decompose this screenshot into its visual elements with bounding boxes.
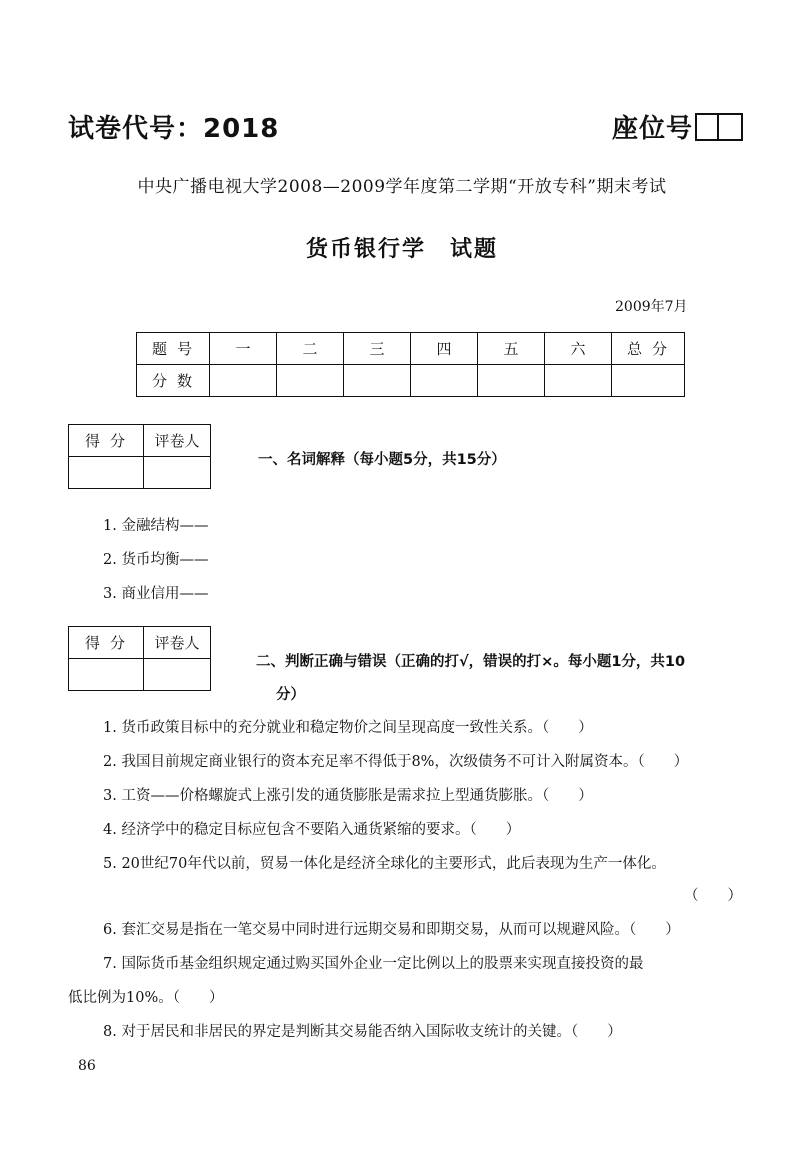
term-item: 1. 金融结构—— xyxy=(103,518,209,534)
exam-title: 中央广播电视大学2008—2009学年度第二学期“开放专科”期末考试 xyxy=(137,177,667,197)
score-label: 分数 xyxy=(137,365,210,397)
paper-code: 试卷代号：2018 xyxy=(68,114,280,144)
judgment-item: 2. 我国目前规定商业银行的资本充足率不得低于8%，次级债务不可计入附属资本。（ ） xyxy=(103,754,689,770)
score-cell[interactable] xyxy=(344,365,411,397)
judgment-item: 7. 国际货币基金组织规定通过购买国外企业一定比例以上的股票来实现直接投资的最 xyxy=(103,956,644,972)
seat-number xyxy=(612,108,743,145)
judgment-item: 6. 套汇交易是指在一笔交易中同时进行远期交易和即期交易，从而可以规避风险。（ ） xyxy=(103,922,680,938)
score-cell[interactable] xyxy=(478,365,545,397)
grader-box-section1 xyxy=(68,424,211,489)
grader-name-label: 评卷人 xyxy=(144,627,211,659)
grader-name-cell[interactable] xyxy=(144,659,211,691)
section1-title: 一、名词解释（每小题5分，共15分） xyxy=(258,452,506,468)
score-cell-total[interactable] xyxy=(612,365,685,397)
score-cell[interactable] xyxy=(210,365,277,397)
column-header: 四 xyxy=(411,333,478,365)
section2-title-line2: 分） xyxy=(276,687,305,703)
page-number: 86 xyxy=(78,1058,96,1074)
subject-title: 货币银行学 试题 xyxy=(305,237,498,262)
section2-title-line1: 二、判断正确与错误（正确的打√，错误的打×。每小题1分，共10 xyxy=(256,654,686,670)
term-item: 2. 货币均衡—— xyxy=(103,552,209,568)
column-header: 六 xyxy=(545,333,612,365)
exam-date: 2009年7月 xyxy=(615,299,688,315)
seat-number-label: 座位号 xyxy=(612,114,694,144)
judgment-item: 4. 经济学中的稳定目标应包含不要陷入通货紧缩的要求。（ ） xyxy=(103,822,521,838)
term-item: 3. 商业信用—— xyxy=(103,586,209,602)
seat-box[interactable] xyxy=(695,113,719,141)
judgment-item: 1. 货币政策目标中的充分就业和稳定物价之间呈现高度一致性关系。（ ） xyxy=(103,720,593,736)
seat-number-boxes xyxy=(695,113,743,141)
score-cell[interactable] xyxy=(545,365,612,397)
column-header: 五 xyxy=(478,333,545,365)
judgment-item: 8. 对于居民和非居民的界定是判断其交易能否纳入国际收支统计的关键。（ ） xyxy=(103,1024,622,1040)
grader-score-cell[interactable] xyxy=(69,659,144,691)
column-header-total: 总分 xyxy=(612,333,685,365)
grader-score-cell[interactable] xyxy=(69,457,144,489)
score-cell[interactable] xyxy=(277,365,344,397)
judgment-item: 5. 20世纪70年代以前，贸易一体化是经济全球化的主要形式，此后表现为生产一体化。 xyxy=(103,856,666,872)
score-table-header-row xyxy=(137,333,685,365)
judgment-item: 3. 工资——价格螺旋式上涨引发的通货膨胀是需求拉上型通货膨胀。（ ） xyxy=(103,788,593,804)
grader-score-label: 得分 xyxy=(69,425,144,457)
column-header: 二 xyxy=(277,333,344,365)
score-table xyxy=(136,332,685,397)
column-header: 一 xyxy=(210,333,277,365)
judgment-item-answer-blank: （ ） xyxy=(684,888,742,904)
grader-name-label: 评卷人 xyxy=(144,425,211,457)
grader-name-cell[interactable] xyxy=(144,457,211,489)
column-header: 三 xyxy=(344,333,411,365)
score-cell[interactable] xyxy=(411,365,478,397)
score-table-score-row xyxy=(137,365,685,397)
judgment-item-continuation: 低比例为10%。（ ） xyxy=(68,990,224,1006)
grader-score-label: 得分 xyxy=(69,627,144,659)
grader-box-section2 xyxy=(68,626,211,691)
seat-box[interactable] xyxy=(719,113,743,141)
question-number-label: 题号 xyxy=(137,333,210,365)
